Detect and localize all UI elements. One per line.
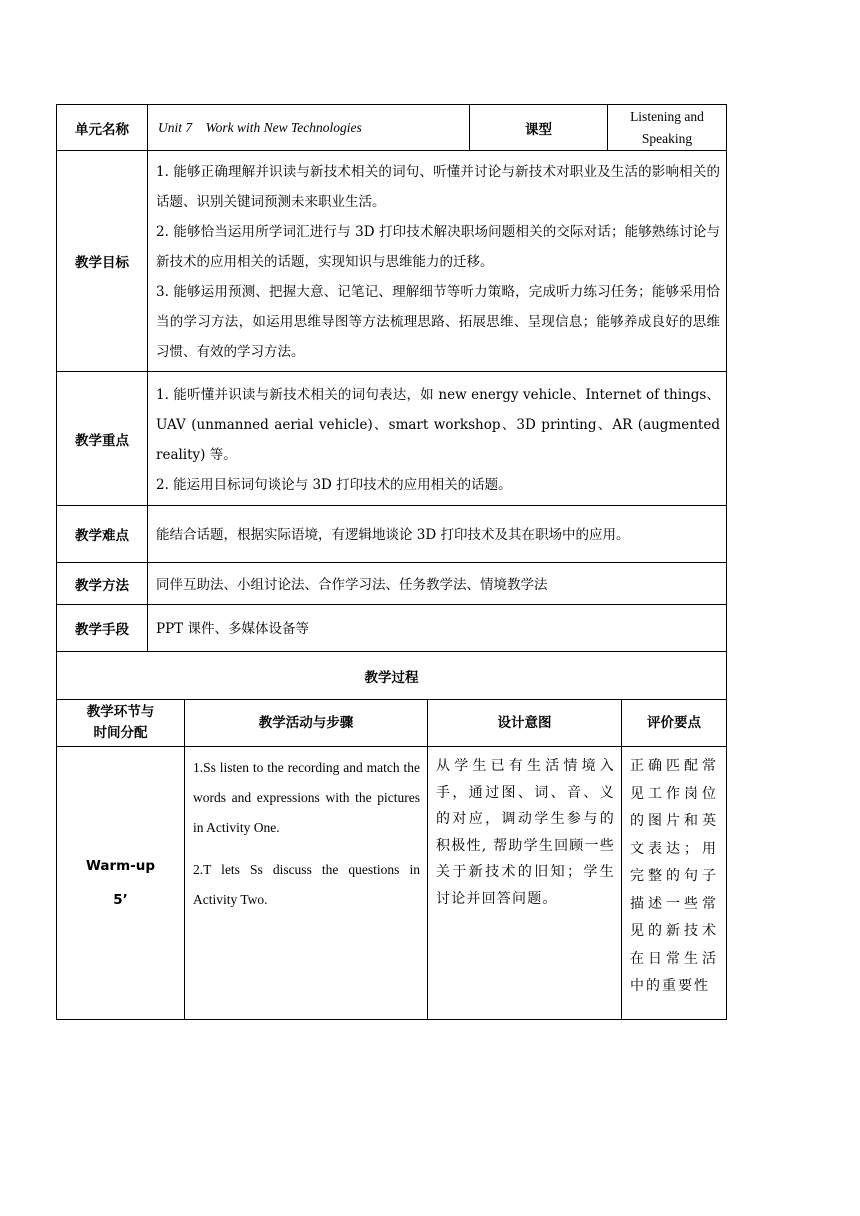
lesson-plan bbox=[56, 104, 726, 1020]
objective-item: 3. 能够运用预测、把握大意、记笔记、理解细节等听力策略，完成听力练习任务；能够采用恰当的学习方法，如运用思维导图等方法梳理思路、拓展思维、呈现信息；能够养成良好的思维习惯、有效的学习方法。 bbox=[156, 284, 720, 360]
means-row bbox=[57, 605, 727, 652]
key-points-label: 教学重点 bbox=[57, 372, 148, 506]
intent-cell bbox=[428, 747, 622, 1020]
activities-column-header: 教学活动与步骤 bbox=[185, 700, 428, 747]
activity-step: 1.Ss listen to the recording and match the words and expressions with the pictures in Activity One. bbox=[193, 760, 420, 835]
intent-column-header: 设计意图 bbox=[428, 700, 622, 747]
intent-text: 从学生已有生活情境入手，通过图、词、音、义的对应，调动学生参与的积极性, 帮助学生回顾一些关于新技术的旧知；学生讨论并回答问题。 bbox=[436, 758, 615, 907]
difficulties-row bbox=[57, 506, 727, 563]
course-type-value bbox=[608, 105, 727, 151]
process-header-row bbox=[57, 700, 727, 747]
stage-column-header bbox=[57, 700, 185, 747]
objectives-content bbox=[148, 151, 727, 372]
lesson-info-table bbox=[56, 104, 727, 652]
process-title: 教学过程 bbox=[57, 652, 727, 700]
table-row bbox=[57, 747, 727, 1020]
evaluation-text: 正确匹配常见工作岗位的图片和英文表达；用完整的句子描述一些常见的新技术在日常生活中的重要性 bbox=[630, 758, 718, 994]
key-point-item: 2. 能运用目标词句谈论与 3D 打印技术的应用相关的话题。 bbox=[156, 476, 512, 493]
process-title-row bbox=[57, 652, 727, 700]
means-content: PPT 课件、多媒体设备等 bbox=[148, 605, 727, 652]
objectives-row bbox=[57, 151, 727, 372]
key-points-row bbox=[57, 372, 727, 506]
evaluation-column-header: 评价要点 bbox=[622, 700, 727, 747]
key-point-item: 1. 能听懂并识读与新技术相关的词句表达，如 new energy vehicle、Internet of things、UAV (unmanned aerial vehicle)、smart workshop、3D printing、AR (augmented reality) 等。 bbox=[156, 386, 720, 463]
objectives-label: 教学目标 bbox=[57, 151, 148, 372]
difficulties-label: 教学难点 bbox=[57, 506, 148, 563]
unit-label: 单元名称 bbox=[57, 105, 148, 151]
course-type-label: 课型 bbox=[470, 105, 608, 151]
key-points-content bbox=[148, 372, 727, 506]
unit-title: Unit 7 Work with New Technologies bbox=[148, 105, 470, 151]
objective-item: 2. 能够恰当运用所学词汇进行与 3D 打印技术解决职场问题相关的交际对话；能够熟练讨论与新技术的应用相关的话题，实现知识与思维能力的迁移。 bbox=[156, 224, 720, 270]
evaluation-cell bbox=[622, 747, 727, 1020]
course-type-line2: Speaking bbox=[641, 130, 693, 146]
means-label: 教学手段 bbox=[57, 605, 148, 652]
stage-header-line2: 时间分配 bbox=[93, 725, 148, 741]
difficulties-content: 能结合话题，根据实际语境，有逻辑地谈论 3D 打印技术及其在职场中的应用。 bbox=[148, 506, 727, 563]
methods-label: 教学方法 bbox=[57, 563, 148, 605]
course-type-line1: Listening and bbox=[630, 108, 704, 124]
unit-row bbox=[57, 105, 727, 151]
objective-item: 1. 能够正确理解并识读与新技术相关的词句、听懂并讨论与新技术对职业及生活的影响相关的话题、识别关键词预测未来职业生活。 bbox=[156, 164, 720, 210]
stage-time: 5’ bbox=[113, 892, 128, 908]
methods-content: 同伴互助法、小组讨论法、合作学习法、任务教学法、情境教学法 bbox=[148, 563, 727, 605]
stage-header-line1: 教学环节与 bbox=[86, 704, 155, 720]
activity-step: 2.T lets Ss discuss the questions in Activity Two. bbox=[193, 862, 420, 907]
activities-cell bbox=[185, 747, 428, 1020]
stage-cell bbox=[57, 747, 185, 1020]
stage-name: Warm-up bbox=[85, 858, 156, 874]
methods-row bbox=[57, 563, 727, 605]
process-table bbox=[56, 651, 727, 1020]
